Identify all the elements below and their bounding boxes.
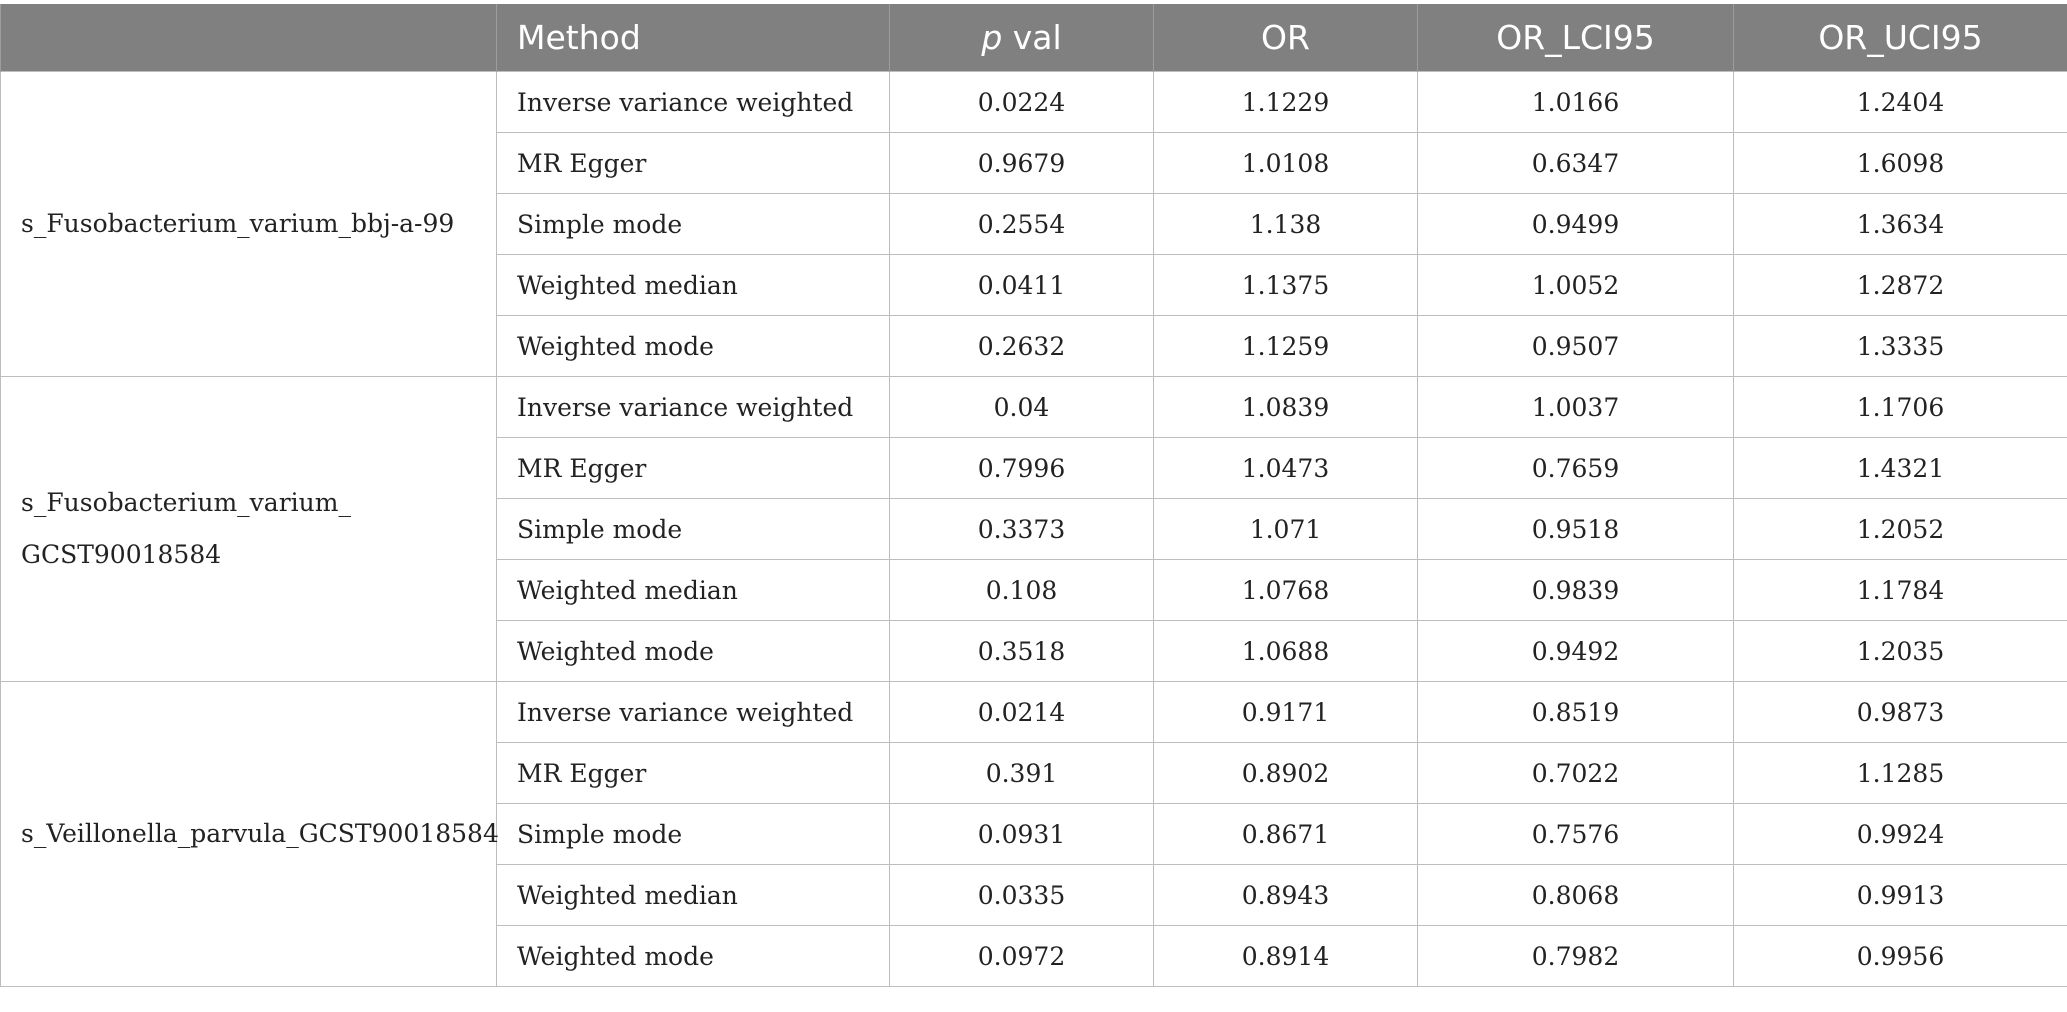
exposure-label-line1: s_Veillonella_parvula_GCST90018584 — [21, 819, 499, 848]
method-cell: Weighted median — [497, 255, 890, 316]
or-lci95-cell: 1.0166 — [1418, 72, 1734, 133]
or-cell: 0.9171 — [1154, 682, 1418, 743]
or-uci95-cell: 0.9913 — [1734, 865, 2067, 926]
or-cell: 0.8914 — [1154, 926, 1418, 987]
method-cell: Inverse variance weighted — [497, 377, 890, 438]
or-cell: 1.138 — [1154, 194, 1418, 255]
method-cell: Inverse variance weighted — [497, 72, 890, 133]
table-row — [1, 682, 2067, 743]
or-uci95-cell: 1.2052 — [1734, 499, 2067, 560]
or-uci95-cell: 1.2035 — [1734, 621, 2067, 682]
or-uci95-cell: 1.1784 — [1734, 560, 2067, 621]
or-uci95-cell: 1.1706 — [1734, 377, 2067, 438]
or-lci95-cell: 1.0037 — [1418, 377, 1734, 438]
or-lci95-cell: 0.8068 — [1418, 865, 1734, 926]
or-cell: 1.1259 — [1154, 316, 1418, 377]
or-cell: 0.8671 — [1154, 804, 1418, 865]
method-cell: Weighted mode — [497, 926, 890, 987]
p-value-cell: 0.0931 — [890, 804, 1154, 865]
p-value-cell: 0.9679 — [890, 133, 1154, 194]
or-lci95-cell: 0.6347 — [1418, 133, 1734, 194]
exposure-cell — [1, 72, 497, 377]
header-exposure — [1, 4, 497, 72]
method-cell: Simple mode — [497, 804, 890, 865]
header-or-uci95: OR_UCI95 — [1734, 4, 2067, 72]
or-lci95-cell: 0.9518 — [1418, 499, 1734, 560]
or-cell: 1.0473 — [1154, 438, 1418, 499]
method-cell: Simple mode — [497, 194, 890, 255]
mr-results-table — [0, 4, 2067, 987]
p-value-cell: 0.3518 — [890, 621, 1154, 682]
or-uci95-cell: 1.6098 — [1734, 133, 2067, 194]
method-cell: MR Egger — [497, 133, 890, 194]
method-cell: Inverse variance weighted — [497, 682, 890, 743]
or-cell: 1.071 — [1154, 499, 1418, 560]
or-lci95-cell: 0.9492 — [1418, 621, 1734, 682]
or-lci95-cell: 0.9499 — [1418, 194, 1734, 255]
header-p-val — [890, 4, 1154, 72]
table-header — [1, 4, 2067, 72]
or-uci95-cell: 0.9956 — [1734, 926, 2067, 987]
or-cell: 0.8943 — [1154, 865, 1418, 926]
or-lci95-cell: 1.0052 — [1418, 255, 1734, 316]
header-row — [1, 4, 2067, 72]
table-row — [1, 377, 2067, 438]
method-cell: Weighted median — [497, 560, 890, 621]
or-cell: 1.1375 — [1154, 255, 1418, 316]
p-value-cell: 0.7996 — [890, 438, 1154, 499]
header-p-italic: p — [981, 18, 1003, 57]
or-lci95-cell: 0.8519 — [1418, 682, 1734, 743]
or-uci95-cell: 0.9924 — [1734, 804, 2067, 865]
or-cell: 0.8902 — [1154, 743, 1418, 804]
or-uci95-cell: 1.3335 — [1734, 316, 2067, 377]
or-lci95-cell: 0.7659 — [1418, 438, 1734, 499]
or-lci95-cell: 0.7982 — [1418, 926, 1734, 987]
exposure-label-line1: s_Fusobacterium_varium_ — [21, 488, 351, 517]
or-cell: 1.0768 — [1154, 560, 1418, 621]
method-cell: Weighted mode — [497, 316, 890, 377]
header-or-lci95: OR_LCI95 — [1418, 4, 1734, 72]
or-uci95-cell: 0.9873 — [1734, 682, 2067, 743]
or-uci95-cell: 1.3634 — [1734, 194, 2067, 255]
header-or: OR — [1154, 4, 1418, 72]
p-value-cell: 0.0214 — [890, 682, 1154, 743]
or-cell: 1.0839 — [1154, 377, 1418, 438]
p-value-cell: 0.2554 — [890, 194, 1154, 255]
p-value-cell: 0.0224 — [890, 72, 1154, 133]
or-lci95-cell: 0.7576 — [1418, 804, 1734, 865]
exposure-cell — [1, 682, 497, 987]
or-uci95-cell: 1.2872 — [1734, 255, 2067, 316]
table-body — [1, 72, 2067, 987]
method-cell: Weighted median — [497, 865, 890, 926]
p-value-cell: 0.3373 — [890, 499, 1154, 560]
method-cell: Simple mode — [497, 499, 890, 560]
p-value-cell: 0.0335 — [890, 865, 1154, 926]
or-uci95-cell: 1.4321 — [1734, 438, 2067, 499]
or-cell: 1.1229 — [1154, 72, 1418, 133]
or-lci95-cell: 0.9507 — [1418, 316, 1734, 377]
p-value-cell: 0.391 — [890, 743, 1154, 804]
table-row — [1, 72, 2067, 133]
header-p-suffix: val — [1002, 18, 1062, 57]
p-value-cell: 0.108 — [890, 560, 1154, 621]
exposure-label-line2: GCST90018584 — [21, 540, 222, 569]
header-method: Method — [497, 4, 890, 72]
or-lci95-cell: 0.9839 — [1418, 560, 1734, 621]
method-cell: Weighted mode — [497, 621, 890, 682]
p-value-cell: 0.0411 — [890, 255, 1154, 316]
method-cell: MR Egger — [497, 743, 890, 804]
exposure-cell — [1, 377, 497, 682]
or-uci95-cell: 1.1285 — [1734, 743, 2067, 804]
or-lci95-cell: 0.7022 — [1418, 743, 1734, 804]
or-cell: 1.0108 — [1154, 133, 1418, 194]
or-uci95-cell: 1.2404 — [1734, 72, 2067, 133]
method-cell: MR Egger — [497, 438, 890, 499]
exposure-label-line1: s_Fusobacterium_varium_bbj-a-99 — [21, 209, 455, 238]
p-value-cell: 0.04 — [890, 377, 1154, 438]
p-value-cell: 0.2632 — [890, 316, 1154, 377]
p-value-cell: 0.0972 — [890, 926, 1154, 987]
or-cell: 1.0688 — [1154, 621, 1418, 682]
